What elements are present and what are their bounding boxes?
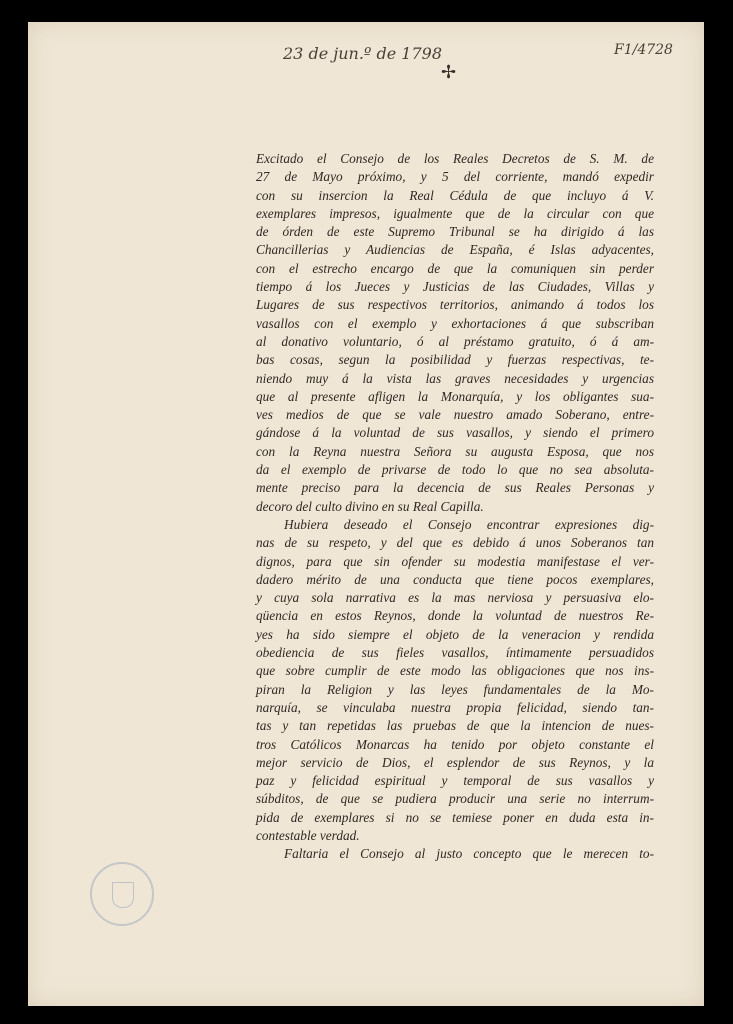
body-line: Excitado el Consejo de los Reales Decretos de S. M. de — [256, 151, 654, 166]
document-body — [256, 150, 654, 864]
body-line: con su insercion la Real Cédula de que incluyo á V. — [256, 187, 654, 203]
body-line: súbditos, de que se pudiera producir una serie no interrum- — [256, 791, 654, 807]
body-line: mente preciso para la decencia de sus Reales Personas y — [256, 480, 654, 496]
handwritten-date: 23 de jun.º de 1798 — [283, 44, 443, 63]
body-line: tros Católicos Monarcas ha tenido por objeto constante el — [256, 736, 654, 752]
body-line: que sobre cumplir de este modo las obligaciones que nos ins- — [256, 663, 654, 679]
body-line: piran la Religion y las leyes fundamentales de la Mo- — [256, 681, 654, 697]
body-line: paz y felicidad espiritual y temporal de sus vasallos y — [256, 773, 654, 789]
body-line: dadero mérito de una conducta que tiene pocos exemplares, — [256, 571, 654, 587]
body-line: exemplares impresos, igualmente que de la circular con que — [256, 205, 654, 221]
body-line: gándose á la voluntad de sus vasallos, y siendo el primero — [256, 425, 654, 441]
body-line: nas de su respeto, y del que es debido á unos Soberanos tan — [256, 535, 654, 551]
body-line: Lugares de sus respectivos territorios, animando á todos los — [256, 297, 654, 313]
body-line: de órden de este Supremo Tribunal se ha dirigido á las — [256, 224, 654, 240]
body-line: tas y tan repetidas las pruebas de que la intencion de nues- — [256, 718, 654, 734]
body-line: y cuya sola narrativa es la mas nerviosa y persuasiva elo- — [256, 590, 654, 606]
body-line: con la Reyna nuestra Señora su augusta Esposa, que nos — [256, 443, 654, 459]
cross-symbol: ✢ — [441, 62, 457, 82]
body-line: mejor servicio de Dios, el esplendor de sus Reynos, y la — [256, 754, 654, 770]
body-line: Chancillerias y Audiencias de España, é Islas adyacentes, — [256, 242, 654, 258]
body-line: contestable verdad. — [256, 827, 360, 843]
document-page — [28, 22, 704, 1006]
body-line: yes ha sido siempre el objeto de la veneracion y rendida — [256, 626, 654, 642]
body-line: bas cosas, segun la posibilidad y fuerzas respectivas, te- — [256, 352, 654, 368]
library-stamp — [90, 862, 154, 926]
body-line: ves medios de que se vale nuestro amado Soberano, entre- — [256, 407, 654, 423]
body-line: al donativo voluntario, ó al préstamo gratuito, ó á am- — [256, 333, 654, 349]
body-line: Hubiera deseado el Consejo encontrar expresiones dig- — [284, 516, 654, 532]
body-line: que al presente afligen la Monarquía, y los obligantes sua- — [256, 388, 654, 404]
body-line: da el exemplo de privarse de todo lo que no sea absoluta- — [256, 462, 654, 478]
body-line: obediencia de sus fieles vasallos, íntimamente persuadidos — [256, 645, 654, 661]
handwritten-reference: F1/4728 — [614, 42, 673, 58]
body-line: 27 de Mayo próximo, y 5 del corriente, mandó expedir — [256, 169, 654, 185]
body-line: dignos, para que sin ofender su modestia manifestase el ver- — [256, 553, 654, 569]
body-line: decoro del culto divino en su Real Capilla. — [256, 498, 484, 514]
body-line: tiempo á los Jueces y Justicias de las Ciudades, Villas y — [256, 279, 654, 295]
body-line: qüencia en estos Reynos, donde la voluntad de nuestros Re- — [256, 608, 654, 624]
body-line: vasallos con el exemplo y exhortaciones á que subscriban — [256, 315, 654, 331]
body-line: con el estrecho encargo de que la comuniquen sin perder — [256, 260, 654, 276]
body-line: niendo muy á la vista las graves necesidades y urgencias — [256, 370, 654, 386]
body-line: narquía, se vinculaba nuestra propia felicidad, siendo tan- — [256, 699, 654, 715]
body-line: Faltaria el Consejo al justo concepto que le merecen to- — [284, 846, 654, 862]
body-line: pida de exemplares si no se temiese poner en duda esta in- — [256, 809, 654, 825]
